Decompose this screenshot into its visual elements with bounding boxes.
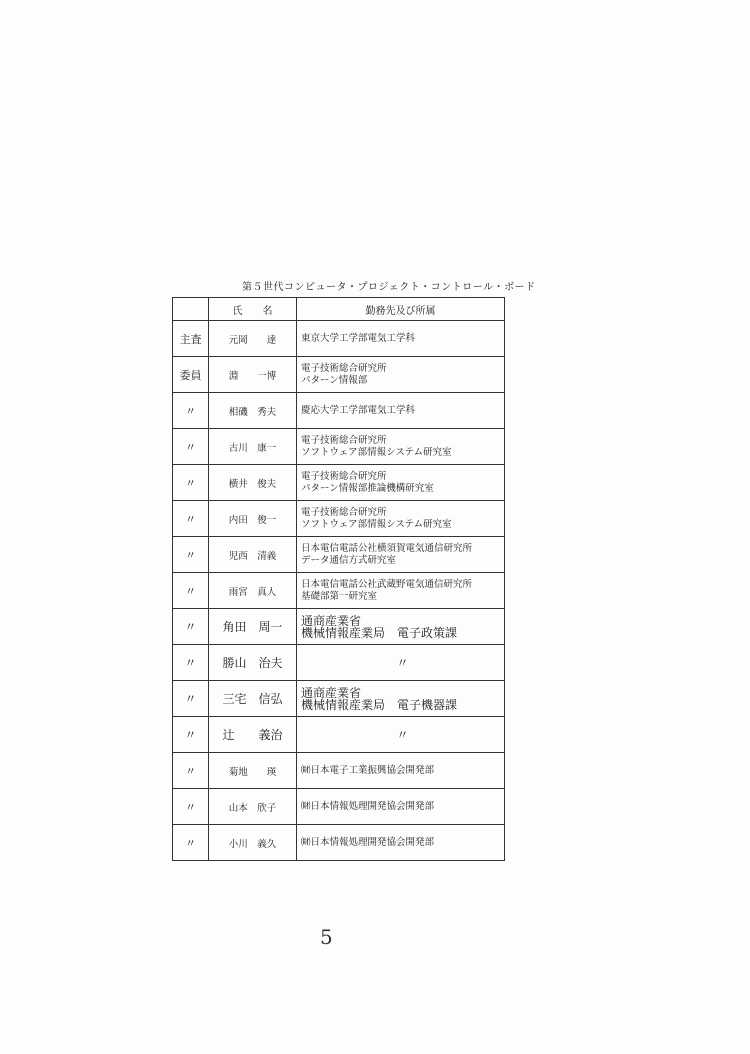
member-name: 児西 清義 — [209, 537, 297, 573]
member-name: 雨宮 真人 — [209, 573, 297, 609]
member-role: 〃 — [173, 717, 209, 753]
page-number: 5 — [320, 925, 333, 949]
member-role: 委員 — [173, 357, 209, 393]
affiliation-line: 通商産業省 — [301, 613, 362, 628]
affiliation-line: 東京大学工学部電気工学科 — [301, 332, 416, 344]
affiliation-line: 電子技術総合研究所 — [301, 470, 387, 482]
header-name: 氏 名 — [209, 298, 297, 321]
member-name: 勝山 治夫 — [209, 645, 297, 681]
member-affiliation — [297, 573, 505, 609]
affiliation-line: 電子技術総合研究所 — [301, 434, 387, 446]
member-affiliation — [297, 393, 505, 429]
member-name: 元岡 達 — [209, 321, 297, 357]
member-table-body — [173, 321, 505, 861]
affiliation-line: 日本電信電話公社武蔵野電気通信研究所 — [301, 578, 473, 590]
member-name: 相磯 秀夫 — [209, 393, 297, 429]
affiliation-line: ㈶日本電子工業振興協会開発部 — [301, 764, 435, 776]
member-role: 〃 — [173, 789, 209, 825]
member-name: 角田 周一 — [209, 609, 297, 645]
member-affiliation — [297, 609, 505, 645]
member-name: 小川 義久 — [209, 825, 297, 861]
member-role: 〃 — [173, 501, 209, 537]
member-affiliation — [297, 645, 505, 681]
table-row — [173, 429, 505, 465]
member-affiliation — [297, 789, 505, 825]
affiliation-line: 通商産業省 — [301, 685, 362, 700]
member-role: 〃 — [173, 753, 209, 789]
affiliation-line: パターン情報部 — [301, 374, 368, 386]
member-name: 古川 康一 — [209, 429, 297, 465]
affiliation-line: 電子技術総合研究所 — [301, 362, 387, 374]
affiliation-line: 〃 — [396, 727, 409, 742]
affiliation-line: 基礎部第一研究室 — [301, 590, 378, 602]
affiliation-line: ソフトウェア部情報システム研究室 — [301, 518, 452, 530]
table-row — [173, 753, 505, 789]
member-affiliation — [297, 429, 505, 465]
member-affiliation — [297, 357, 505, 393]
table-row — [173, 501, 505, 537]
table-row — [173, 609, 505, 645]
member-role: 〃 — [173, 429, 209, 465]
affiliation-line: パターン情報部推論機構研究室 — [301, 482, 434, 494]
member-affiliation — [297, 717, 505, 753]
affiliation-line: 機械情報産業局 電子機器課 — [301, 697, 458, 712]
affiliation-line: 慶応大学工学部電気工学科 — [301, 404, 416, 416]
member-affiliation — [297, 501, 505, 537]
table-header-row — [173, 298, 505, 321]
member-role: 〃 — [173, 645, 209, 681]
member-affiliation — [297, 681, 505, 717]
member-role: 〃 — [173, 537, 209, 573]
table-row — [173, 573, 505, 609]
member-affiliation — [297, 825, 505, 861]
member-name: 菊地 瑛 — [209, 753, 297, 789]
member-name: 内田 俊一 — [209, 501, 297, 537]
member-role: 〃 — [173, 393, 209, 429]
table-row — [173, 537, 505, 573]
header-role — [173, 298, 209, 321]
table-row — [173, 681, 505, 717]
affiliation-line: 機械情報産業局 電子政策課 — [301, 625, 458, 640]
member-name: 三宅 信弘 — [209, 681, 297, 717]
member-table — [172, 297, 505, 861]
affiliation-line: 電子技術総合研究所 — [301, 506, 387, 518]
member-role: 〃 — [173, 609, 209, 645]
table-row — [173, 393, 505, 429]
member-affiliation — [297, 465, 505, 501]
table-row — [173, 717, 505, 753]
table-row — [173, 645, 505, 681]
member-name: 淵 一博 — [209, 357, 297, 393]
affiliation-line: 日本電信電話公社横須賀電気通信研究所 — [301, 542, 473, 554]
member-role: 〃 — [173, 573, 209, 609]
member-role: 〃 — [173, 825, 209, 861]
member-role: 主査 — [173, 321, 209, 357]
member-name: 横井 俊夫 — [209, 465, 297, 501]
member-affiliation — [297, 321, 505, 357]
table-row — [173, 357, 505, 393]
member-name: 辻 義治 — [209, 717, 297, 753]
affiliation-line: ㈶日本情報処理開発協会開発部 — [301, 800, 435, 812]
member-affiliation — [297, 537, 505, 573]
table-row — [173, 789, 505, 825]
affiliation-line: 〃 — [396, 655, 409, 670]
affiliation-line: ㈶日本情報処理開発協会開発部 — [301, 836, 435, 848]
affiliation-line: ソフトウェア部情報システム研究室 — [301, 446, 452, 458]
member-affiliation — [297, 753, 505, 789]
document-title: 第５世代コンピュータ・プロジェクト・コントロール・ボード — [242, 282, 536, 293]
member-role: 〃 — [173, 465, 209, 501]
member-name: 山本 欣子 — [209, 789, 297, 825]
table-row — [173, 825, 505, 861]
table-row — [173, 465, 505, 501]
header-affiliation: 勤務先及び所属 — [297, 298, 505, 321]
affiliation-line: データ通信方式研究室 — [301, 554, 397, 566]
member-role: 〃 — [173, 681, 209, 717]
table-row — [173, 321, 505, 357]
